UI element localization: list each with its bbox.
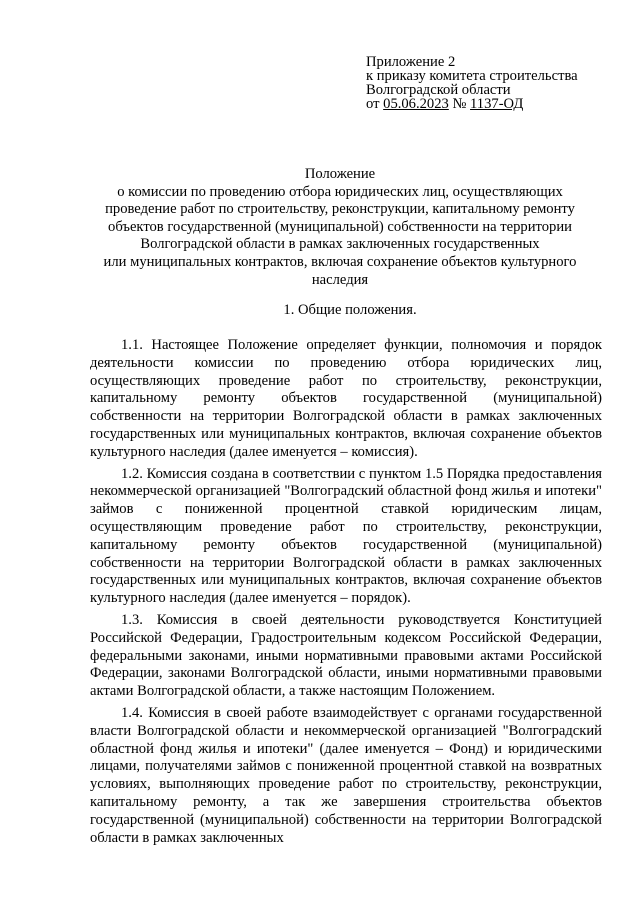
document-title	[84, 166, 596, 289]
paragraph-1-2: 1.2. Комиссия создана в соответствии с пунктом 1.5 Порядка предоставления некоммерческой организацией "Волгоградский областной фонд жилья и ипотеки" займов с пониженной процентной ставкой юридическим лицам, осуществляющим проведение работ по строительству, реконструкции, капитальному ремонту объектов государственной (муниципальной) собственности на территории Волгоградской области в рамках заключенных государственных или муниципальных контрактов, включая сохранение объектов культурного наследия (далее именуется – порядок).	[90, 465, 602, 607]
number-sign: №	[448, 96, 471, 112]
title-line: наследия	[311, 271, 369, 288]
title-line: Положение	[304, 166, 376, 182]
section-heading: 1. Общие положения.	[283, 302, 417, 318]
order-date: 05.06.2023	[383, 96, 449, 112]
title-line: или муниципальных контрактов, включая сохранение объектов культурного	[103, 253, 577, 270]
appendix-title: Приложение 2	[366, 54, 456, 70]
order-number: 1137-ОД	[470, 96, 524, 112]
title-line: объектов государственной (муниципальной) собственности на территории	[108, 218, 572, 235]
title-line: Волгоградской области в рамках заключенных государственных	[140, 236, 540, 253]
title-line: о комиссии по проведению отбора юридических лиц, осуществляющих	[117, 183, 563, 200]
appendix-order-ref: к приказу комитета строительства	[366, 68, 578, 84]
paragraph-1-3: 1.3. Комиссия в своей деятельности руководствуется Конституцией Российской Федерации, Градостроительным кодексом Российской Федерации, федеральными законами, иными нормативными правовыми актами Российской Федерации, законами Волгоградской области, иными нормативными правовыми актами Волгоградской области, а также настоящим Положением.	[90, 611, 602, 700]
appendix-block	[366, 55, 616, 111]
title-line: проведение работ по строительству, реконструкции, капитальному ремонту	[105, 201, 575, 218]
appendix-region: Волгоградской области	[366, 82, 511, 98]
paragraph-1-1: 1.1. Настоящее Положение определяет функции, полномочия и порядок деятельности комиссии по проведению отбора юридических лиц, осуществляющих проведение работ по строительству, реконструкции, капитальному ремонту объектов государственной (муниципальной) собственности на территории Волгоградской области в рамках заключенных государственных или муниципальных контрактов, включая сохранение объектов культурного наследия (далее именуется – комиссия).	[90, 337, 602, 460]
paragraph-1-4: 1.4. Комиссия в своей работе взаимодействует с органами государственной власти Волгоградской области и некоммерческой организацией "Волгоградский областной фонд жилья и ипотеки" (далее именуется – Фонд) и юридическими лицами, получателями займов с пониженной процентной ставкой на возвратных условиях, выполняющих проведение работ по строительству, реконструкции, капитальному ремонту, а так же завершения строительства объектов государственной (муниципальной) собственности на территории Волгоградской области в рамках заключенных	[90, 704, 602, 846]
document-body	[90, 337, 602, 851]
date-prefix: от	[366, 96, 384, 112]
appendix-date-line	[366, 97, 616, 111]
